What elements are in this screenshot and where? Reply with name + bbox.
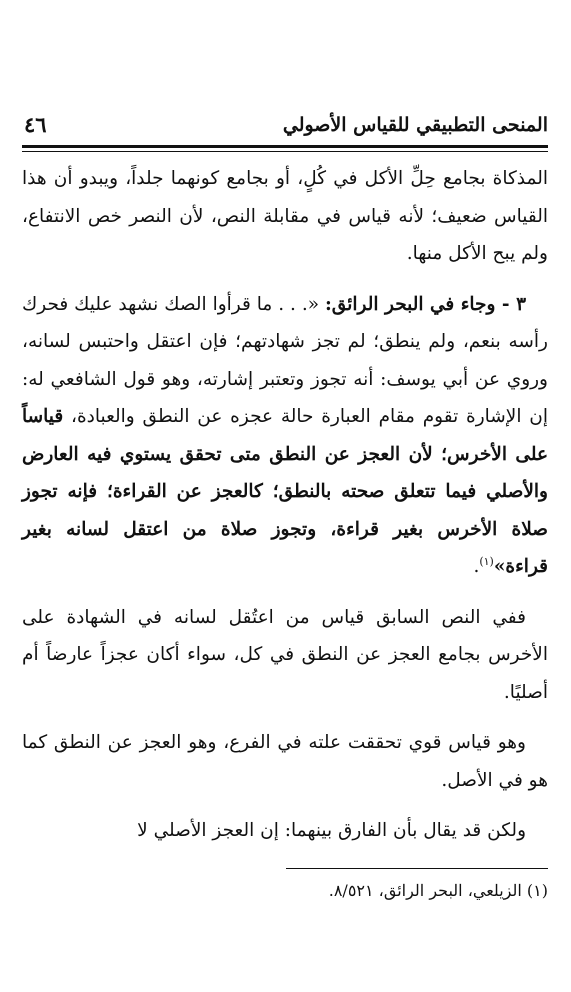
paragraph-bold-text: قياساً على الأخرس؛ لأن العجز عن النطق متى تحقق يستوي فيه العارض والأصلي فيما تتعلق صحته بالنطق؛ كالعجز عن القراءة؛ فإنه تجوز صلاة الأخرس بغير قراءة، وتجوز صلاة من اعتقل لسانه بغير قراءة» (22, 406, 548, 577)
paragraph-text: وهو قياس قوي تحققت علته في الفرع، وهو العجز عن النطق كما هو في الأصل. (22, 732, 548, 791)
header-title: المنحى التطبيقي للقياس الأصولي (282, 114, 548, 136)
footnote (148, 878, 548, 904)
footnote-text: (١) الزيلعي، البحر الرائق، ٨/٥٢١. (328, 881, 548, 900)
footnote-reference[interactable]: (١) (479, 554, 494, 568)
paragraph-3 (22, 599, 548, 712)
paragraph-1 (22, 160, 548, 273)
page-number: ٤٦ (24, 112, 47, 137)
running-header (24, 108, 548, 142)
paragraph-lead: ٣ - وجاء في البحر الرائق: (324, 293, 527, 315)
paragraph-text: المذكاة بجامع حِلِّ الأكل في كُلٍ، أو بجامع كونهما جلداً، ويبدو أن هذا القياس ضعيف؛ لأنه قياس في مقابلة النص، لأن النصر خص الانتفاع، ولم يبح الأكل منها. (22, 168, 548, 264)
header-rule-thick (22, 145, 548, 148)
paragraph-text: ففي النص السابق قياس من اعتُقل لسانه في الشهادة على الأخرس بجامع العجز عن النطق في كل، سواء أكان عجزاً عارضاً أم أصليًا. (22, 606, 548, 703)
paragraph-4 (22, 724, 548, 799)
paragraph-text: «. . . ما قرأوا الصك نشهد عليك فحرك رأسه بنعم، ولم ينطق؛ لم تجز شهادتهم؛ فإن اعتقل واحتبس لسانه، وروي عن أبي يوسف: أنه تجوز وتعتبر إشارته، وهو قول الشافعي له: إن الإشارة تقوم مقام العبارة حالة عجزه عن النطق والعبادة، (22, 293, 548, 427)
paragraph-text: ولكن قد يقال بأن الفارق بينهما: إن العجز الأصلي لا (137, 820, 526, 841)
paragraph-end: . (473, 556, 480, 577)
header-rule-thin (22, 151, 548, 152)
body-text (22, 160, 548, 850)
footnote-rule (286, 868, 548, 869)
paragraph-5 (22, 812, 548, 850)
paragraph-2 (22, 286, 548, 586)
